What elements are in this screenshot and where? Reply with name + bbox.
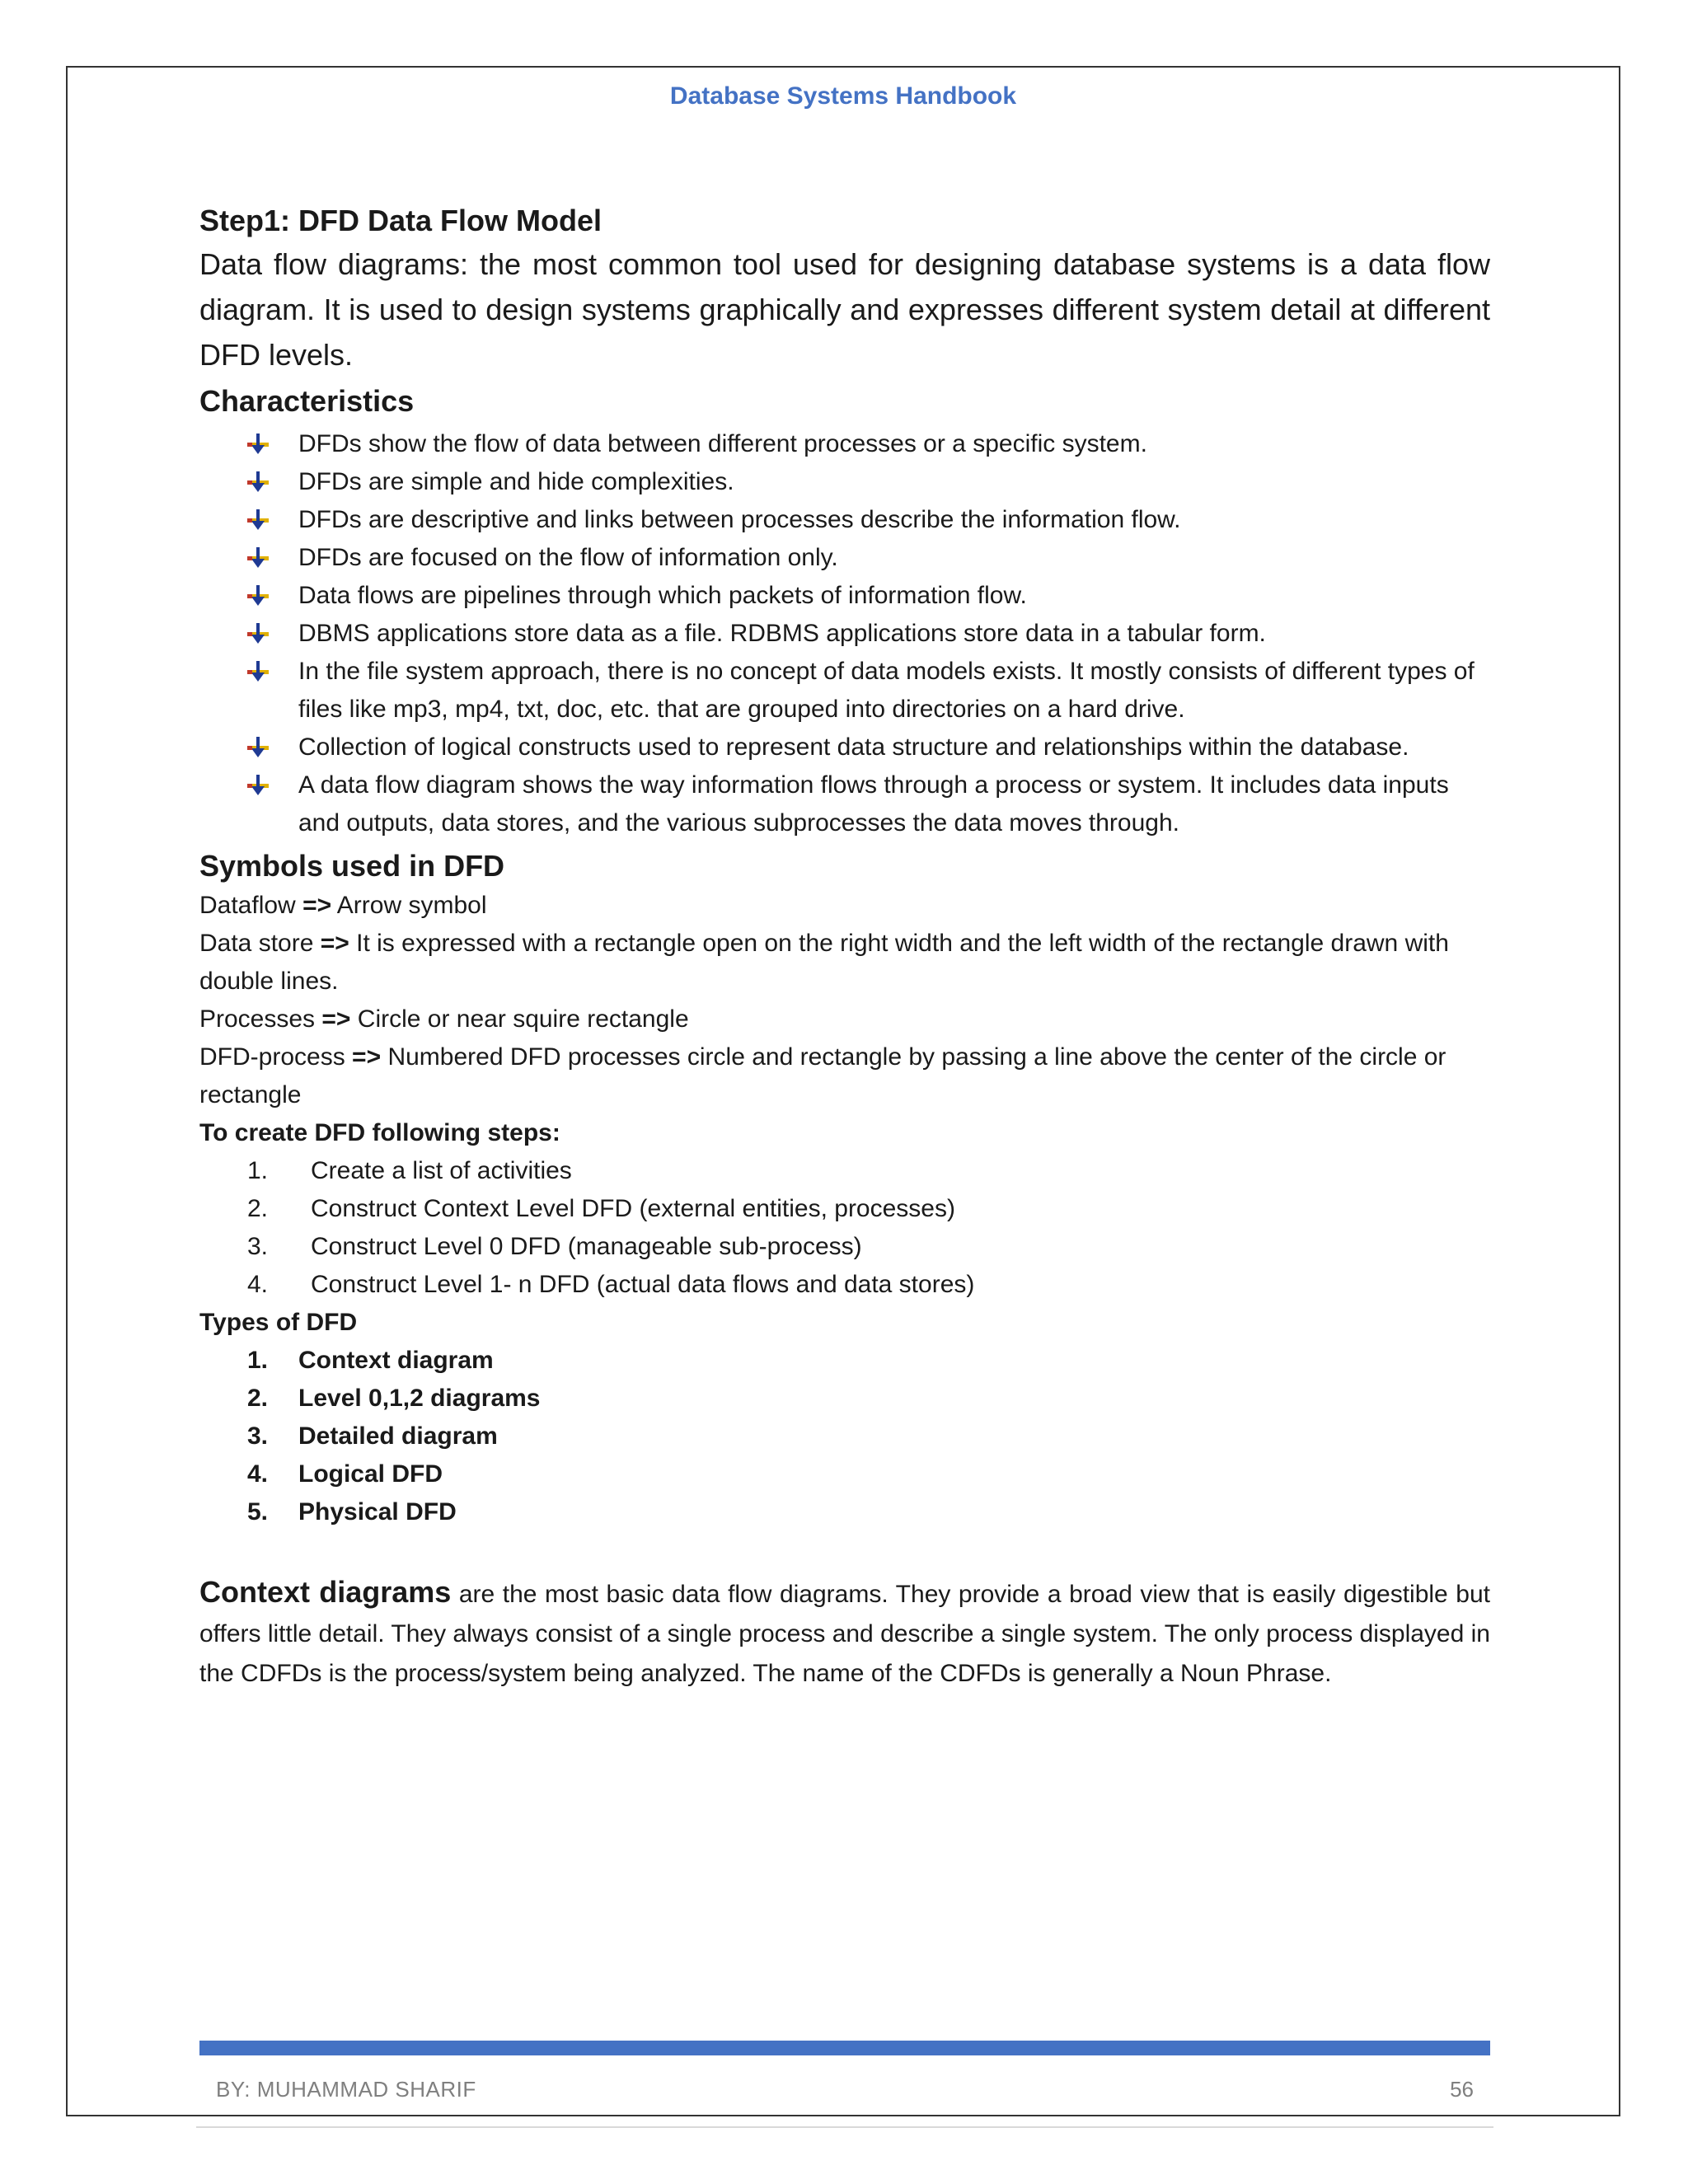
symbol-arrow: =>: [321, 1005, 351, 1033]
characteristic-item: [199, 653, 1490, 729]
symbol-desc: It is expressed with a rectangle open on the right width and the left width of the rectangle drawn with double lines.: [199, 930, 1449, 995]
symbol-term: DFD-process: [199, 1043, 345, 1071]
down-arrow-bullet-icon: [247, 623, 269, 644]
characteristic-text: DBMS applications store data as a file. RDBMS applications store data in a tabular form.: [298, 620, 1266, 647]
type-item: [199, 1455, 1490, 1493]
down-arrow-bullet-icon: [247, 661, 269, 682]
symbol-desc: Arrow symbol: [336, 892, 487, 919]
down-arrow-bullet-icon: [247, 585, 269, 607]
symbols-heading: Symbols used in DFD: [199, 849, 505, 883]
type-number: 4.: [247, 1460, 269, 1488]
step-title: Step1: DFD Data Flow Model: [199, 204, 603, 237]
type-number: 3.: [247, 1422, 269, 1450]
create-step-item: [199, 1228, 1490, 1266]
type-text: Context diagram: [298, 1347, 494, 1374]
step-number: 1.: [247, 1157, 269, 1184]
characteristic-text: DFDs show the flow of data between different processes or a specific system.: [298, 430, 1147, 457]
type-text: Physical DFD: [298, 1498, 457, 1526]
characteristic-item: [199, 766, 1490, 842]
down-arrow-bullet-icon: [247, 509, 269, 531]
footer-accent-bar: [199, 2041, 1490, 2055]
characteristic-item: [199, 539, 1490, 577]
create-step-item: [199, 1266, 1490, 1304]
characteristic-text: Collection of logical constructs used to represent data structure and relationships within the database.: [298, 733, 1409, 761]
footer-author: BY: MUHAMMAD SHARIF: [216, 2077, 476, 2102]
down-arrow-bullet-icon: [247, 737, 269, 758]
down-arrow-bullet-icon: [247, 434, 269, 455]
create-step-item: [199, 1190, 1490, 1228]
down-arrow-bullet-icon: [247, 775, 269, 796]
symbol-term: Data store: [199, 930, 314, 957]
type-item: [199, 1380, 1490, 1418]
symbol-line-dfd-process: [199, 1038, 1490, 1114]
characteristic-text: A data flow diagram shows the way information flows through a process or system. It includes data inputs and outputs, data stores, and the various subprocesses the data moves through.: [298, 771, 1449, 837]
type-number: 1.: [247, 1347, 269, 1374]
characteristic-text: DFDs are focused on the flow of information only.: [298, 544, 838, 571]
create-steps-heading: To create DFD following steps:: [199, 1119, 560, 1146]
characteristic-text: DFDs are descriptive and links between processes describe the information flow.: [298, 506, 1181, 533]
page-number: 56: [1450, 2077, 1474, 2102]
context-diagrams-text: are the most basic data flow diagrams. They provide a broad view that is easily digestible but offers little detail. They always consist of a single process and describe a single system. The only process displayed in the CDFDs is the process/system being analyzed. The name of the CDFDs is generally a Noun Phrase.: [199, 1581, 1490, 1687]
running-header: Database Systems Handbook: [669, 82, 1017, 110]
characteristic-item: [199, 729, 1490, 766]
characteristic-item: [199, 425, 1490, 463]
characteristic-text: DFDs are simple and hide complexities.: [298, 468, 734, 495]
step-text: Construct Level 0 DFD (manageable sub-process): [311, 1233, 862, 1260]
characteristics-list: [199, 425, 1490, 842]
step-text: Construct Level 1- n DFD (actual data flows and data stores): [311, 1271, 975, 1298]
symbol-desc: Circle or near squire rectangle: [357, 1005, 689, 1033]
symbol-line-data-store: [199, 925, 1490, 1001]
characteristic-text: In the file system approach, there is no concept of data models exists. It mostly consists of different types of files like mp3, mp4, txt, doc, etc. that are grouped into directories on a hard drive.: [298, 658, 1475, 723]
characteristic-item: [199, 501, 1490, 539]
characteristic-item: [199, 463, 1490, 501]
type-text: Logical DFD: [298, 1460, 443, 1488]
down-arrow-bullet-icon: [247, 547, 269, 569]
characteristic-item: [199, 577, 1490, 615]
symbol-term: Processes: [199, 1005, 316, 1033]
context-diagrams-lead: Context diagrams: [199, 1575, 452, 1609]
symbol-term: Dataflow: [199, 892, 296, 919]
symbol-arrow: =>: [320, 930, 349, 957]
type-item: [199, 1493, 1490, 1531]
symbol-line-dataflow: [199, 887, 1490, 925]
types-heading: Types of DFD: [199, 1309, 358, 1336]
characteristic-item: [199, 615, 1490, 653]
create-step-item: [199, 1152, 1490, 1190]
step-number: 4.: [247, 1271, 269, 1298]
symbol-arrow: =>: [302, 892, 332, 919]
symbol-desc: Numbered DFD processes circle and rectangle by passing a line above the center of the circle or rectangle: [199, 1043, 1447, 1108]
type-item: [199, 1342, 1490, 1380]
characteristics-heading: Characteristics: [199, 384, 415, 418]
step-number: 2.: [247, 1195, 269, 1222]
type-text: Detailed diagram: [298, 1422, 498, 1450]
step-number: 3.: [247, 1233, 269, 1260]
intro-paragraph: Data flow diagrams: the most common tool used for designing database systems is a data flow diagram. It is used to design systems graphically and expresses different system detail at different DFD levels.: [199, 247, 1490, 372]
step-text: Create a list of activities: [311, 1157, 572, 1184]
type-text: Level 0,1,2 diagrams: [298, 1385, 541, 1412]
symbol-arrow: =>: [352, 1043, 382, 1071]
context-diagrams-paragraph: [199, 1572, 1490, 1694]
type-item: [199, 1418, 1490, 1455]
create-steps-list: [199, 1152, 1490, 1304]
type-number: 2.: [247, 1385, 269, 1412]
symbol-line-processes: [199, 1001, 1490, 1038]
type-number: 5.: [247, 1498, 269, 1526]
types-list: [199, 1342, 1490, 1531]
page-content: [199, 202, 1490, 1694]
characteristic-text: Data flows are pipelines through which packets of information flow.: [298, 582, 1027, 609]
down-arrow-bullet-icon: [247, 471, 269, 493]
step-text: Construct Context Level DFD (external entities, processes): [311, 1195, 955, 1222]
footer-divider: [196, 2126, 1493, 2128]
